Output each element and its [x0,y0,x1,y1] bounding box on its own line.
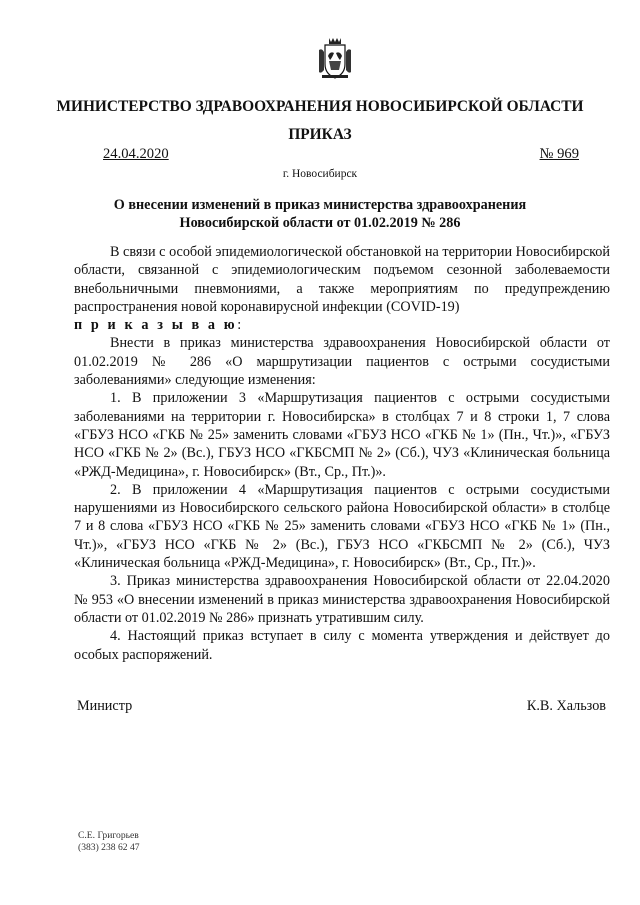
order-word: п р и к а з ы в а ю [74,317,238,334]
ministry-title: МИНИСТЕРСТВО ЗДРАВООХРАНЕНИЯ НОВОСИБИРСКОЙ ОБЛАСТИ [56,98,584,115]
executor-phone: (383) 238 62 47 [78,842,140,853]
item-1: 1. В приложении 3 «Маршрутизация пациентов с острыми сосудистыми заболеваниями на территории г. Новосибирска» в столбцах 7 и 8 строки 1, 7 слова «ГБУЗ НСО «ГКБ № 25» заменить словами «ГБУЗ НСО «ГКБ № 1» (Пн., Чт.)», «ГБУЗ НСО «ГКБ № 2» (Вс.), ГБУЗ НСО «ГКБСМП № 2» (Сб.), ЧУЗ «Клиническая больница «РЖД-Медицина», г. Новосибирск» (Вт., Ср., Пт.)». [74,390,610,480]
order-word-line [74,316,610,334]
item-intro: Внести в приказ министерства здравоохранения Новосибирской области от 01.02.2019 № 286 «О маршрутизации пациентов с острыми сосудистыми заболеваниями» следующие изменения: [74,335,610,389]
doc-type-title: ПРИКАЗ [288,126,352,143]
item-3: 3. Приказ министерства здравоохранения Новосибирской области от 22.04.2020 № 953 «О внесении изменений в приказ министерства здравоохранения Новосибирской области от 01.02.2019 № 286» признать утратившим силу. [74,573,610,626]
signature-name: К.В. Хальзов [526,698,606,714]
item-2: 2. В приложении 4 «Маршрутизация пациентов с острыми сосудистыми нарушениями из Новосибирского сельского района Новосибирской области» в столбце 7 и 8 слова «ГБУЗ НСО «ГКБ № 25» заменить словами «ГБУЗ НСО «ГКБ № 1» (Пн., Чт.)», «ГБУЗ НСО «ГКБ № 2» (Вс.), ГБУЗ НСО «ГКБСМП № 2» (Сб.), ЧУЗ «Клиническая больница «РЖД-Медицина», г. Новосибирск» (Вт., Ср., Пт.)». [74,481,610,572]
subject-line-2: Новосибирской области от 01.02.2019 № 286 [179,215,461,231]
item-4: 4. Настоящий приказ вступает в силу с момента утверждения и действует до особых распоряжений. [74,628,610,663]
executor-name: С.Е. Григорьев [78,830,139,841]
subject-line-1: О внесении изменений в приказ министерства здравоохранения [113,197,527,213]
order-number: № 969 [539,146,579,162]
coat-of-arms-icon [318,36,352,80]
order-date: 24.04.2020 [103,146,169,162]
preamble-paragraph [74,243,610,316]
order-subject [60,196,580,232]
order-body [74,243,610,664]
city-label: г. Новосибирск [282,168,358,180]
signature-position: Министр [77,698,133,714]
executor-block [78,830,140,854]
preamble-text: В связи с особой эпидемиологической обстановкой на территории Новосибирской области, связанной с эпидемиологическим подъемом сезонной заболеваемости внебольничными пневмониями, а также мероприятиям по предупреждению распространения новой коронавирусной инфекции (COVID-19) [74,244,610,315]
order-colon: : [237,317,242,334]
